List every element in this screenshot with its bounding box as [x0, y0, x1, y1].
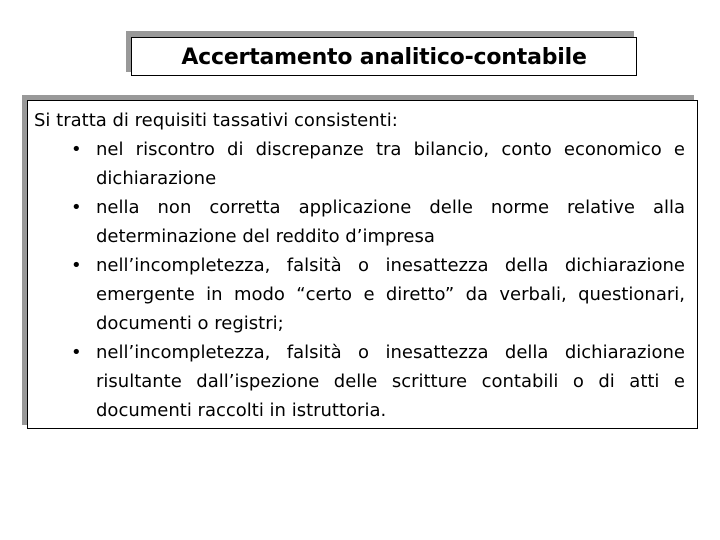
requirements-list: [34, 135, 685, 425]
bullet-icon: •: [71, 139, 82, 160]
content-box: [27, 100, 698, 429]
list-item-text: nell’incompletezza, falsità o inesattezza della dichiarazione risultante dall’ispezione delle scritture contabili o di atti e documenti raccolti in istruttoria.: [96, 342, 685, 421]
list-item-text: nella non corretta applicazione delle norme relative alla determinazione del reddito d’impresa: [96, 197, 685, 247]
list-item-text: nel riscontro di discrepanze tra bilancio, conto economico e dichiarazione: [96, 139, 685, 189]
list-item-text: nell’incompletezza, falsità o inesattezza della dichiarazione emergente in modo “certo e diretto” da verbali, questionari, documenti o registri;: [96, 255, 685, 334]
list-item: [34, 135, 685, 193]
list-item: [34, 338, 685, 425]
intro-text: Si tratta di requisiti tassativi consistenti:: [34, 110, 398, 131]
slide-title: Accertamento analitico-contabile: [181, 45, 587, 70]
list-item: [34, 193, 685, 251]
bullet-icon: •: [71, 197, 82, 218]
title-box: [131, 37, 637, 76]
bullet-icon: •: [71, 342, 82, 363]
list-item: [34, 251, 685, 338]
bullet-icon: •: [71, 255, 82, 276]
